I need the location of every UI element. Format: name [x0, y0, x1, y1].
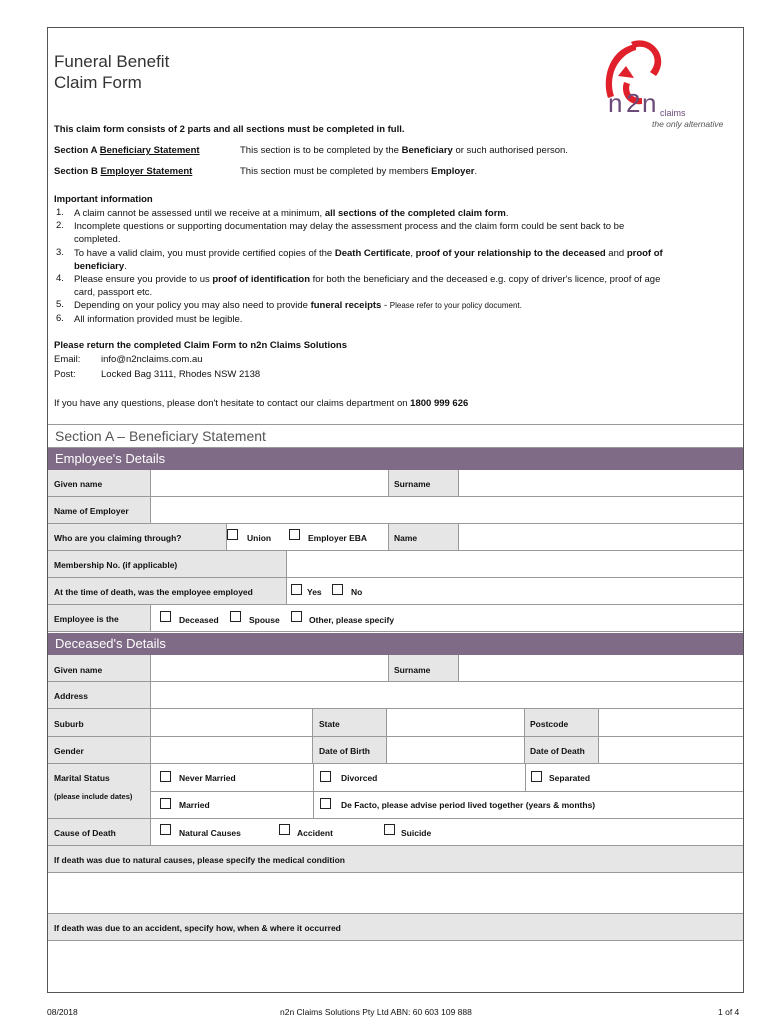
deceased-name-row: [48, 655, 743, 682]
section-b-ref: [54, 166, 192, 178]
item-4-pre: Please ensure you provide to us: [74, 274, 213, 285]
employee-details-title: Employee's Details: [55, 451, 166, 466]
suicide-checkbox[interactable]: [384, 824, 395, 835]
state-label-cell: [312, 709, 386, 736]
suicide-label: Suicide: [401, 828, 432, 838]
dob-label-cell: [312, 737, 386, 763]
d-surname-label-cell: [388, 655, 458, 681]
footer-date: 08/2018: [47, 1007, 78, 1017]
item-1-pre: A claim cannot be assessed until we receive at a minimum,: [74, 208, 325, 219]
cause-label: Cause of Death: [54, 828, 116, 838]
married-checkbox[interactable]: [160, 798, 171, 809]
d-given-label-cell: [48, 655, 150, 681]
item-3-bold-1: Death Certificate: [334, 248, 411, 259]
de-facto-label: De Facto, please advise period lived together (years & months): [341, 800, 596, 810]
item-1-bold: all sections of the completed claim form: [324, 208, 506, 219]
important-item-1: [74, 207, 724, 220]
membership-row: [48, 551, 743, 578]
item-number: 6.: [56, 313, 64, 324]
claiming-through-label: Who are you claiming through?: [54, 533, 182, 543]
surname-label-cell: [388, 470, 458, 496]
never-married-label: Never Married: [179, 773, 236, 783]
accident-checkbox[interactable]: [279, 824, 290, 835]
item-5-small: Please refer to your policy document.: [389, 301, 522, 310]
item-4-line-2: card, passport etc.: [74, 287, 153, 298]
accident-label: Accident: [297, 828, 333, 838]
employed-question: At the time of death, was the employee employed: [54, 587, 253, 597]
deceased-label: Deceased: [179, 615, 219, 625]
marital-divider: [151, 791, 743, 792]
post-value: Locked Bag 3111, Rhodes NSW 2138: [101, 369, 261, 380]
separated-checkbox[interactable]: [531, 771, 542, 782]
employer-name-field[interactable]: [150, 497, 743, 523]
spouse-label: Spouse: [249, 615, 280, 625]
item-2-line-2: completed.: [74, 234, 121, 245]
questions-pre: If you have any questions, please don't hesitate to contact our claims department on: [54, 398, 411, 409]
suburb-row: [48, 709, 743, 737]
item-5-post: -: [381, 300, 390, 311]
no-checkbox[interactable]: [332, 584, 343, 595]
union-name-field[interactable]: [458, 524, 743, 550]
important-heading: Important information: [54, 194, 153, 205]
suburb-field[interactable]: [150, 709, 312, 736]
membership-label: Membership No. (if applicable): [54, 560, 178, 570]
item-number: 3.: [56, 247, 64, 258]
item-3-bold-4: beneficiary: [74, 261, 125, 272]
section-a-desc-post: or such authorised person.: [452, 145, 568, 156]
section-a-label: Section A: [54, 145, 100, 156]
yes-checkbox[interactable]: [291, 584, 302, 595]
item-number: 5.: [56, 299, 64, 310]
postcode-label: Postcode: [530, 719, 569, 729]
dod-label: Date of Death: [530, 746, 585, 756]
marital-options: [150, 764, 743, 818]
accident-answer-field[interactable]: [48, 941, 743, 993]
item-3-pre: To have a valid claim, you must provide certified copies of the: [74, 248, 335, 259]
marital-label: Marital Status: [54, 773, 110, 783]
surname-label: Surname: [394, 479, 431, 489]
item-1-post: .: [505, 208, 509, 219]
section-a-link[interactable]: Beneficiary Statement: [99, 145, 200, 156]
employer-label-cell: [48, 497, 150, 523]
other-checkbox[interactable]: [291, 611, 302, 622]
item-number: 2.: [56, 220, 64, 231]
gender-label: Gender: [54, 746, 84, 756]
natural-question-row: [48, 846, 743, 873]
section-b-desc-bold: Employer: [431, 166, 475, 177]
form-title: [54, 51, 169, 93]
d-surname-field[interactable]: [458, 655, 743, 681]
dob-label: Date of Birth: [319, 746, 370, 756]
item-4-post: for both the beneficiary and the deceased e.g. copy of driver's licence, proof of age: [310, 274, 661, 285]
post-label: Post:: [54, 369, 76, 380]
claiming-through-row: [48, 524, 743, 551]
suburb-label-cell: [48, 709, 150, 736]
no-label: No: [351, 587, 363, 597]
married-label: Married: [179, 800, 210, 810]
important-item-4: [74, 273, 724, 299]
marital-col-divider: [313, 791, 314, 819]
section-a-ref: [54, 145, 200, 157]
svg-text:n: n: [642, 88, 657, 118]
membership-field[interactable]: [286, 551, 743, 577]
employer-eba-checkbox[interactable]: [289, 529, 300, 540]
n2n-claims-logo: [596, 36, 736, 131]
item-3-post: .: [124, 261, 127, 272]
employed-options-cell: [286, 578, 743, 604]
footer-company: n2n Claims Solutions Pty Ltd ABN: 60 603 109 888: [280, 1007, 472, 1017]
gender-row: [48, 737, 743, 764]
natural-question: If death was due to natural causes, please specify the medical condition: [54, 855, 345, 865]
divorced-checkbox[interactable]: [320, 771, 331, 782]
section-a-desc-pre: This section is to be completed by the: [240, 145, 402, 156]
given-name-label: Given name: [54, 479, 103, 489]
union-checkbox[interactable]: [227, 529, 238, 540]
d-surname-label: Surname: [394, 665, 431, 675]
dod-label-cell: [524, 737, 598, 763]
cause-label-cell: [48, 819, 150, 845]
employee-details-bar: [48, 448, 743, 470]
section-b-desc: [240, 166, 477, 178]
marital-note: (please include dates): [54, 792, 133, 801]
cause-row: [48, 819, 743, 846]
marital-col-divider: [525, 764, 526, 791]
divorced-label: Divorced: [341, 773, 378, 783]
postcode-label-cell: [524, 709, 598, 736]
state-field[interactable]: [386, 709, 524, 736]
address-label-cell: [48, 682, 150, 708]
yes-label: Yes: [307, 587, 322, 597]
section-a-header: [48, 424, 743, 448]
important-item-2: [74, 220, 724, 246]
title-line-2: Claim Form: [54, 73, 142, 92]
return-heading: Please return the completed Claim Form to n2n Claims Solutions: [54, 340, 347, 351]
natural-causes-label: Natural Causes: [179, 828, 241, 838]
section-b-desc-pre: This section must be completed by members: [240, 166, 432, 177]
marital-label-cell: [48, 764, 150, 818]
email-label: Email:: [54, 354, 81, 365]
address-field[interactable]: [150, 682, 743, 708]
claiming-options-cell: [226, 524, 388, 550]
item-number: 4.: [56, 273, 64, 284]
employee-is-label: Employee is the: [54, 614, 119, 624]
other-label: Other, please specify: [309, 615, 395, 625]
important-item-3: [74, 247, 724, 273]
cause-options: [150, 819, 743, 845]
svg-text:n: n: [608, 88, 623, 118]
accident-question: If death was due to an accident, specify how, when & where it occurred: [54, 923, 341, 933]
employer-name-label: Name of Employer: [54, 506, 129, 516]
important-item-6: All information provided must be legible.: [74, 314, 243, 325]
item-4-bold: proof of identification: [212, 274, 311, 285]
employee-is-row: [48, 605, 743, 632]
name-label: Name: [394, 533, 418, 543]
section-b-link[interactable]: Employer Statement: [100, 166, 193, 177]
surname-field[interactable]: [458, 470, 743, 496]
membership-label-cell: [48, 551, 286, 577]
d-given-name-field[interactable]: [150, 655, 388, 681]
item-5-bold: funeral receipts: [310, 300, 382, 311]
item-number: 1.: [56, 207, 64, 218]
d-given-name-label: Given name: [54, 665, 103, 675]
claiming-label-cell: [48, 524, 226, 550]
item-2-line-1: Incomplete questions or supporting documentation may delay the assessment process and the claim form could be sent back to be: [74, 221, 625, 232]
section-b-label: Section B: [54, 166, 101, 177]
employed-label-cell: [48, 578, 286, 604]
item-3-bold-2: proof of your relationship to the deceased: [415, 248, 606, 259]
employed-row: [48, 578, 743, 605]
title-line-1: Funeral Benefit: [54, 52, 170, 71]
section-a-desc: [240, 145, 568, 157]
questions-text: [54, 398, 468, 410]
marital-col-divider: [313, 764, 314, 791]
de-facto-checkbox[interactable]: [320, 798, 331, 809]
dod-field[interactable]: [598, 737, 743, 763]
natural-causes-checkbox[interactable]: [160, 824, 171, 835]
dob-field[interactable]: [386, 737, 524, 763]
deceased-checkbox[interactable]: [160, 611, 171, 622]
address-label: Address: [54, 691, 89, 701]
footer-page: 1 of 4: [718, 1007, 740, 1017]
item-3-mid-2: and: [605, 248, 627, 259]
employee-is-label-cell: [48, 605, 150, 631]
email-value[interactable]: info@n2nclaims.com.au: [101, 354, 203, 365]
item-3-mid: ,: [410, 248, 416, 259]
address-row: [48, 682, 743, 709]
name-label-cell: [388, 524, 458, 550]
logo-tagline: the only alternative: [652, 119, 724, 129]
item-5-pre: Depending on your policy you may also need to provide: [74, 300, 311, 311]
employee-name-row: [48, 470, 743, 497]
gender-label-cell: [48, 737, 150, 763]
spouse-checkbox[interactable]: [230, 611, 241, 622]
gender-field[interactable]: [150, 737, 312, 763]
section-b-desc-post: .: [474, 166, 478, 177]
employee-is-options: [150, 605, 743, 631]
state-label: State: [319, 719, 340, 729]
suburb-label: Suburb: [54, 719, 84, 729]
union-label: Union: [247, 533, 272, 543]
logo-claims-text: claims: [660, 108, 686, 118]
important-item-5: [74, 299, 724, 312]
phone-number: 1800 999 626: [410, 398, 469, 409]
employer-eba-label: Employer EBA: [308, 533, 368, 543]
form-summary: This claim form consists of 2 parts and all sections must be completed in full.: [54, 124, 405, 135]
section-a-title: Section A – Beneficiary Statement: [55, 428, 266, 444]
section-a-desc-bold: Beneficiary: [401, 145, 453, 156]
given-name-label-cell: [48, 470, 150, 496]
accident-question-row: [48, 914, 743, 941]
employer-row: [48, 497, 743, 524]
marital-block: [48, 764, 743, 819]
natural-answer-field[interactable]: [48, 873, 743, 914]
svg-text:2: 2: [626, 88, 641, 118]
given-name-field[interactable]: [150, 470, 388, 496]
deceased-details-title: Deceased's Details: [55, 636, 166, 651]
separated-label: Separated: [549, 773, 591, 783]
deceased-details-bar: [48, 633, 743, 655]
item-3-bold-3: proof of: [626, 248, 663, 259]
postcode-field[interactable]: [598, 709, 743, 736]
never-married-checkbox[interactable]: [160, 771, 171, 782]
